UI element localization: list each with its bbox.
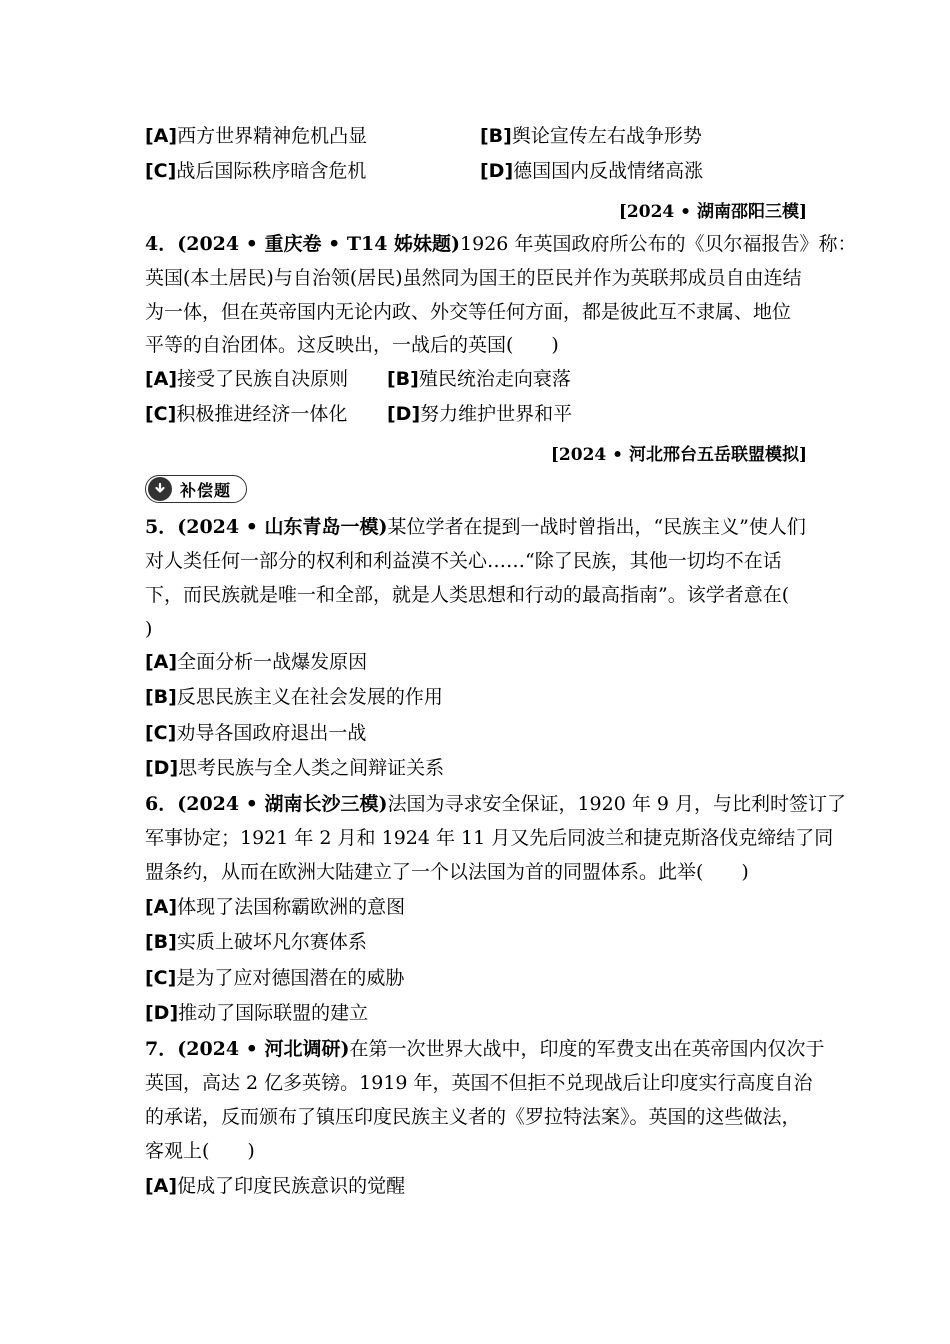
question-4-line-3: 为一体，但在英帝国内无论内政、外交等任何方面，都是彼此互不隶属、地位 [145, 301, 792, 323]
question-5-line-3: 下，而民族就是唯一和全部，就是人类思想和行动的最高指南”。该学者意在( [145, 584, 790, 606]
question-6-line-2: 军事协定；1921 年 2 月和 1924 年 11 月又先后同波兰和捷克斯洛伐克缔结了同 [145, 827, 834, 849]
question-4-line-2: 英国(本土居民)与自治领(居民)虽然同为国王的臣民并作为英联邦成员自由连结 [145, 267, 802, 289]
question-number: 5． [145, 516, 178, 538]
question-text: 1926 年英国政府所公布的《贝尔福报告》称： [460, 233, 857, 255]
option-label: [B] [480, 125, 512, 147]
option-text: 是为了应对德国潜在的威胁 [176, 967, 405, 989]
question-text: 在第一次世界大战中，印度的军费支出在英帝国内仅次于 [349, 1038, 825, 1060]
option-label: [B] [145, 686, 177, 708]
option-a [145, 895, 405, 919]
question-number: 6． [145, 793, 178, 815]
option-label: [C] [145, 967, 177, 989]
option-text: 战后国际秩序暗含危机 [176, 160, 367, 182]
question-source: (2024 • 重庆卷 • T14 姊妹题) [177, 233, 461, 255]
option-label: [C] [145, 722, 177, 744]
supplementary-questions-badge [145, 475, 247, 503]
option-label: [B] [387, 368, 419, 390]
question-5-line-2: 对人类任何一部分的权利和利益漠不关心……“除了民族，其他一切均不在话 [145, 550, 782, 572]
option-a [145, 124, 367, 148]
option-text: 接受了民族自决原则 [177, 368, 349, 390]
option-c [145, 402, 347, 426]
question-number: 4． [145, 233, 178, 255]
question-6-line-1 [145, 792, 846, 816]
option-text: 德国国内反战情绪高涨 [513, 160, 704, 182]
option-label: [A] [145, 1175, 178, 1197]
option-d [480, 159, 703, 183]
option-text: 努力维护世界和平 [420, 403, 573, 425]
option-label: [B] [145, 931, 177, 953]
question-source: (2024 • 河北调研) [177, 1038, 350, 1060]
question-7-line-2: 英国，高达 2 亿多英镑。1919 年，英国不但拒不兑现战后让印度实行高度自治 [145, 1072, 813, 1094]
question-text: 某位学者在提到一战时曾指出，“民族主义”使人们 [387, 516, 806, 538]
question-source: (2024 • 山东青岛一模) [177, 516, 388, 538]
option-label: [D] [480, 160, 514, 182]
question-source: (2024 • 湖南长沙三模) [177, 793, 388, 815]
option-d [145, 1001, 368, 1025]
option-text: 反思民族主义在社会发展的作用 [176, 686, 443, 708]
option-c [145, 159, 366, 183]
download-arrow-icon [148, 477, 172, 501]
option-a [145, 367, 348, 391]
option-c [145, 721, 366, 745]
option-label: [A] [145, 368, 178, 390]
question-4-line-1 [145, 232, 856, 256]
option-text: 体现了法国称霸欧洲的意图 [177, 896, 406, 918]
option-text: 全面分析一战爆发原因 [177, 651, 368, 673]
option-d [145, 756, 444, 780]
option-b [480, 124, 702, 148]
question-7-line-3: 的承诺，反而颁布了镇压印度民族主义者的《罗拉特法案》。英国的这些做法， [145, 1106, 801, 1128]
question-5-line-4: ) [145, 618, 153, 640]
option-text: 劝导各国政府退出一战 [176, 722, 367, 744]
option-d [387, 402, 572, 426]
question-number: 7． [145, 1038, 178, 1060]
option-text: 推动了国际联盟的建立 [178, 1002, 369, 1024]
option-text: 促成了印度民族意识的觉醒 [177, 1175, 406, 1197]
option-label: [C] [145, 403, 177, 425]
option-c [145, 966, 404, 990]
question-7-line-1 [145, 1037, 824, 1061]
option-a [145, 1174, 405, 1198]
option-b [145, 685, 443, 709]
option-b [145, 930, 367, 954]
question-4-line-4: 平等的自治团体。这反映出，一战后的英国( ) [145, 334, 559, 356]
question-source-tag: [2024 • 河北邢台五岳联盟模拟] [550, 445, 807, 465]
option-label: [D] [387, 403, 421, 425]
option-text: 西方世界精神危机凸显 [177, 125, 368, 147]
badge-label: 补偿题 [180, 480, 232, 500]
option-text: 殖民统治走向衰落 [418, 368, 571, 390]
option-a [145, 650, 367, 674]
question-source-tag: [2024 • 湖南邵阳三模] [618, 202, 807, 222]
option-text: 思考民族与全人类之间辩证关系 [178, 757, 445, 779]
option-label: [D] [145, 757, 179, 779]
question-5-line-1 [145, 515, 806, 539]
option-text: 舆论宣传左右战争形势 [511, 125, 702, 147]
option-label: [C] [145, 160, 177, 182]
option-label: [A] [145, 896, 178, 918]
question-6-line-3: 盟条约，从而在欧洲大陆建立了一个以法国为首的同盟体系。此举( ) [145, 861, 749, 883]
option-label: [A] [145, 651, 178, 673]
question-7-line-4: 客观上( ) [145, 1140, 255, 1162]
option-label: [D] [145, 1002, 179, 1024]
question-text: 法国为寻求安全保证，1920 年 9 月，与比利时签订了 [387, 793, 847, 815]
option-b [387, 367, 571, 391]
option-text: 实质上破坏凡尔赛体系 [176, 931, 367, 953]
option-label: [A] [145, 125, 178, 147]
option-text: 积极推进经济一体化 [176, 403, 348, 425]
